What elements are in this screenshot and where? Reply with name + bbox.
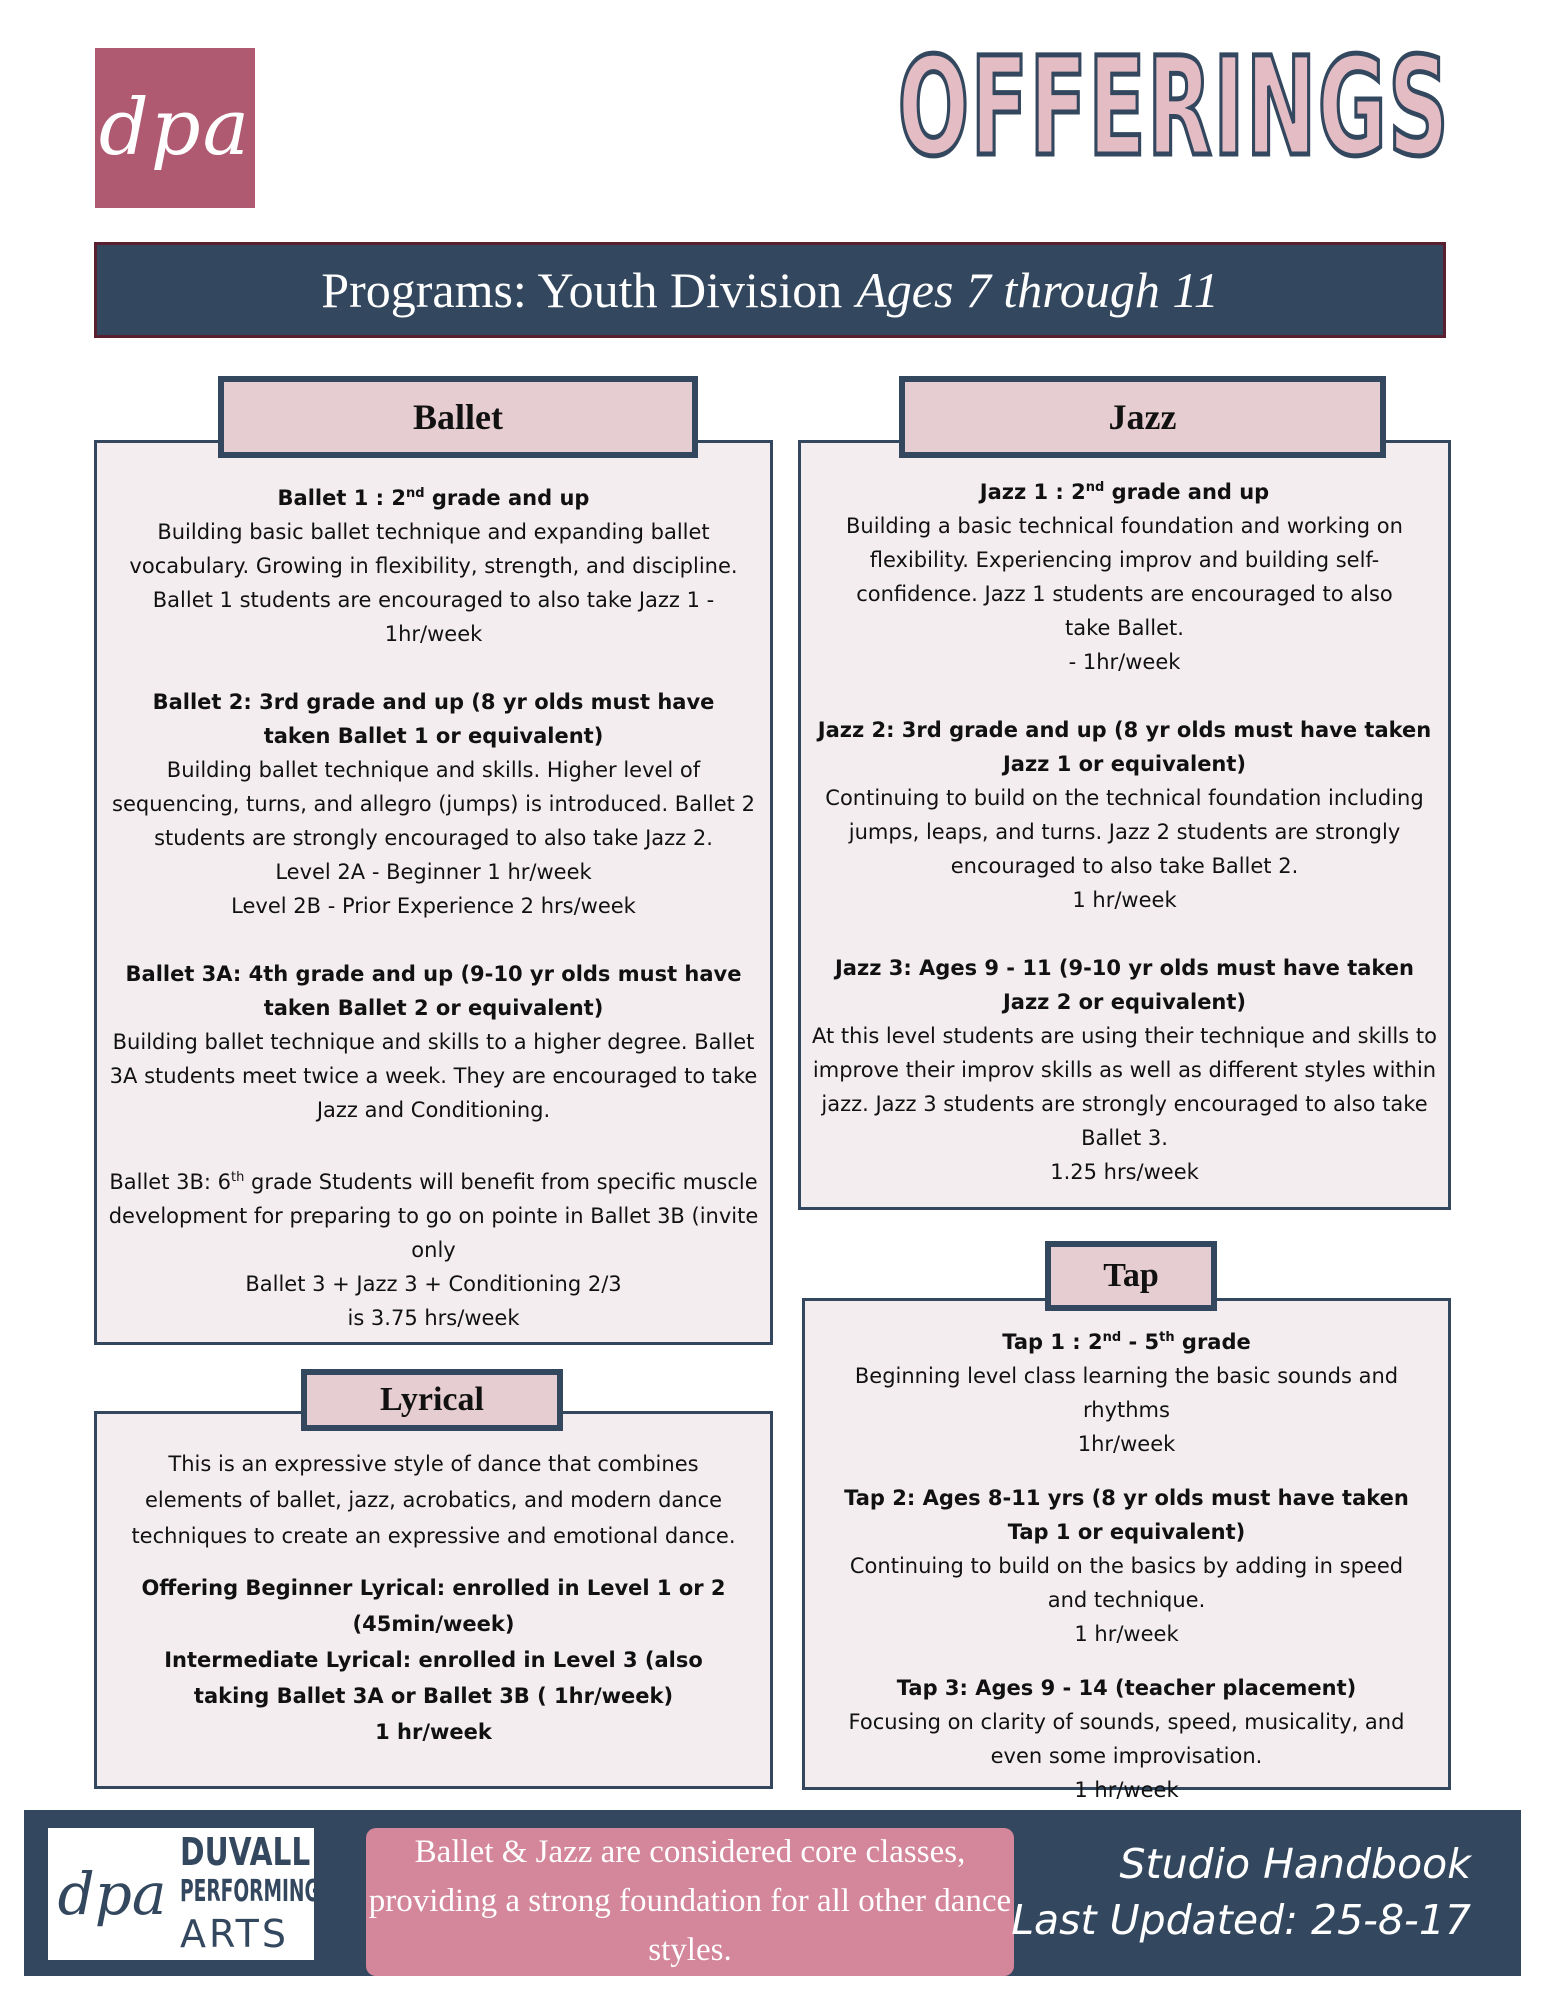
ballet-2-title: Ballet 2: 3rd grade and up (8 yr olds must have taken Ballet 1 or equivalent) xyxy=(152,690,715,748)
jazz-3-title: Jazz 3: Ages 9 - 11 (9-10 yr olds must have taken Jazz 2 or equivalent) xyxy=(834,956,1415,1014)
tab-jazz: Jazz xyxy=(899,376,1386,458)
page-title: OFFERINGS xyxy=(897,29,1450,187)
footer-name-line1: DUVALL xyxy=(180,1830,311,1874)
jazz-1-time: - 1hr/week xyxy=(1068,650,1181,674)
tap-1-title: Tap 1 : 2nd - 5th grade xyxy=(1002,1330,1251,1354)
jazz-panel xyxy=(798,440,1451,1210)
jazz-1-desc: Building a basic technical foundation and working on flexibility. Experiencing improv and building self-confidence. Jazz 1 students are encouraged to also take Ballet. xyxy=(846,514,1403,640)
tap-1-time: 1hr/week xyxy=(1077,1432,1176,1456)
tap-3-title: Tap 3: Ages 9 - 14 (teacher placement) xyxy=(896,1676,1357,1700)
ballet-1-desc: Building basic ballet technique and expanding ballet vocabulary. Growing in flexibility, strength, and discipline. Ballet 1 students are encouraged to also take Jazz 1 - 1hr/week xyxy=(129,520,738,646)
footer-bar xyxy=(24,1810,1521,1976)
footer-name-line3: ARTS xyxy=(180,1912,289,1956)
tap-1-desc: Beginning level class learning the basic sounds and rhythms xyxy=(854,1364,1399,1422)
banner-main: Programs: Youth Division xyxy=(321,262,843,318)
lyrical-time: 1 hr/week xyxy=(375,1720,492,1744)
core-classes-note: Ballet & Jazz are considered core classes, providing a strong foundation for all other dance styles. xyxy=(366,1828,1014,1976)
tab-tap: Tap xyxy=(1045,1241,1217,1311)
handbook-info xyxy=(1011,1836,1471,1948)
last-updated: Last Updated: 25-8-17 xyxy=(1011,1896,1471,1944)
tap-2-time: 1 hr/week xyxy=(1074,1622,1179,1646)
footer-logo-text: dpa xyxy=(57,1860,167,1928)
tab-lyrical: Lyrical xyxy=(301,1369,563,1431)
footer-name-line2: PERFORMING xyxy=(180,1874,320,1909)
jazz-2-time: 1 hr/week xyxy=(1072,888,1177,912)
ballet-3b-total: is 3.75 hrs/week xyxy=(347,1306,520,1330)
ballet-2-level-b: Level 2B - Prior Experience 2 hrs/week xyxy=(231,894,636,918)
tap-2-desc: Continuing to build on the basics by adding in speed and technique. xyxy=(849,1554,1404,1612)
tap-3-time: 1 hr/week xyxy=(1074,1778,1179,1802)
footer-studio-name xyxy=(174,1828,320,1960)
ballet-2-desc: Building ballet technique and skills. Higher level of sequencing, turns, and allegro (jumps) is introduced. Ballet 2 students are strongly encouraged to also take Jazz 2. xyxy=(112,758,755,850)
lyrical-intermediate: Intermediate Lyrical: enrolled in Level 3 (also taking Ballet 3A or Ballet 3B ( 1hr/week) xyxy=(164,1648,703,1708)
ballet-3a-title: Ballet 3A: 4th grade and up (9-10 yr olds must have taken Ballet 2 or equivalent) xyxy=(125,962,742,1020)
ballet-3b-desc: Ballet 3B: 6th grade Students will benefit from specific muscle development for preparing to go on pointe in Ballet 3B (invite only xyxy=(108,1170,759,1262)
tap-2-title: Tap 2: Ages 8-11 yrs (8 yr olds must have taken Tap 1 or equivalent) xyxy=(844,1486,1409,1544)
tap-3-desc: Focusing on clarity of sounds, speed, musicality, and even some improvisation. xyxy=(848,1710,1405,1768)
lyrical-desc: This is an expressive style of dance that combines elements of ballet, jazz, acrobatics, and modern dance techniques to create an expressive and emotional dance. xyxy=(131,1452,736,1548)
dpa-logo xyxy=(95,48,255,208)
tab-ballet: Ballet xyxy=(218,376,698,458)
ballet-panel xyxy=(94,440,773,1345)
jazz-1-title: Jazz 1 : 2nd grade and up xyxy=(979,480,1270,504)
lyrical-panel xyxy=(94,1411,773,1789)
ballet-2-level-a: Level 2A - Beginner 1 hr/week xyxy=(275,860,592,884)
ballet-3a-desc: Building ballet technique and skills to a higher degree. Ballet 3A students meet twice a week. They are encouraged to take Jazz and Conditioning. xyxy=(109,1030,758,1122)
handbook-title: Studio Handbook xyxy=(1119,1840,1471,1888)
jazz-3-time: 1.25 hrs/week xyxy=(1050,1160,1199,1184)
jazz-3-desc: At this level students are using their technique and skills to improve their improv skills as well as different styles within jazz. Jazz 3 students are strongly encouraged to also take Ballet 3. xyxy=(812,1024,1437,1150)
footer-logo xyxy=(48,1828,176,1960)
jazz-2-desc: Continuing to build on the technical foundation including jumps, leaps, and turns. Jazz 2 students are strongly encouraged to also take Ballet 2. xyxy=(825,786,1424,878)
ballet-3b-combo: Ballet 3 + Jazz 3 + Conditioning 2/3 xyxy=(245,1272,622,1296)
ballet-1-title: Ballet 1 : 2nd grade and up xyxy=(277,486,590,510)
lyrical-beginner: Offering Beginner Lyrical: enrolled in Level 1 or 2 (45min/week) xyxy=(141,1576,726,1636)
jazz-2-title: Jazz 2: 3rd grade and up (8 yr olds must have taken Jazz 1 or equivalent) xyxy=(817,718,1432,776)
logo-text: dpa xyxy=(98,83,252,173)
program-banner xyxy=(94,242,1446,338)
tap-panel xyxy=(802,1298,1451,1802)
banner-ages: Ages 7 through 11 xyxy=(856,262,1219,318)
